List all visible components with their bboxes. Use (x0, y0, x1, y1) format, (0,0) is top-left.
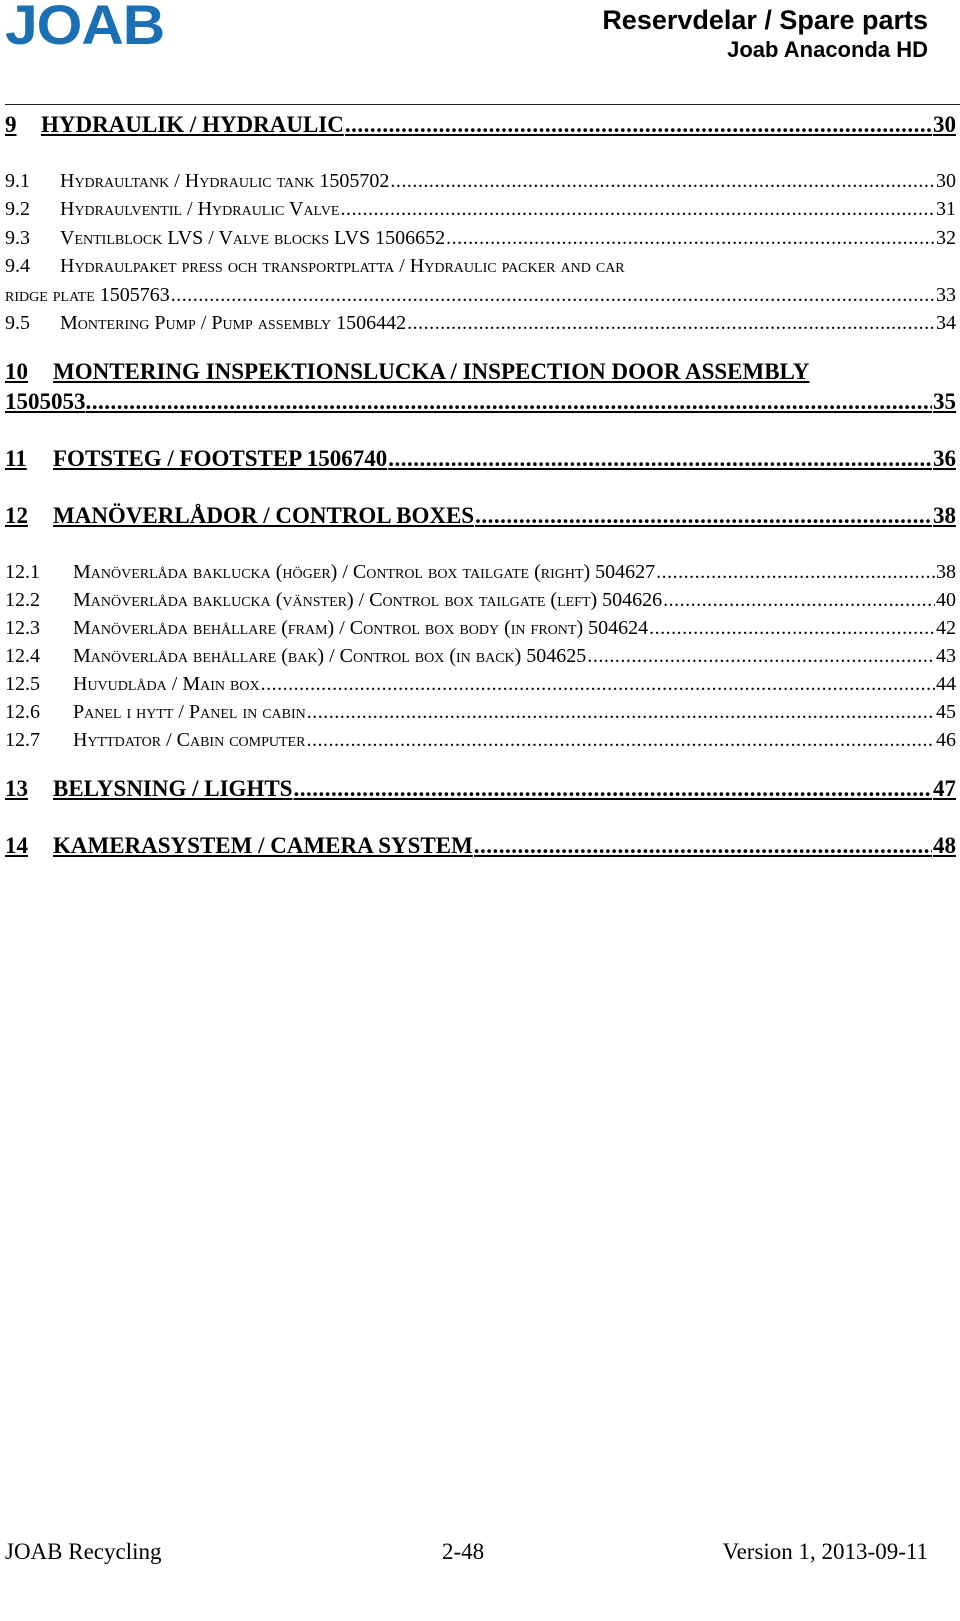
toc-entry-9-2[interactable] (5, 195, 956, 223)
toc-page-number: 30 (933, 112, 956, 137)
toc-entry-label: Manöverlåda baklucka (höger) / Control box tailgate (right) 504627 (73, 561, 656, 584)
table-of-contents (5, 103, 956, 888)
toc-page-number: 40 (936, 589, 956, 612)
toc-entry-label-line-2: 1505053 (5, 389, 86, 415)
toc-page-number: 42 (936, 617, 956, 640)
toc-entry-label: MANÖVERLÅDOR / CONTROL BOXES (53, 503, 475, 529)
toc-entry-11[interactable] (5, 444, 956, 474)
toc-entry-label: Manöverlåda behållare (bak) / Control box (in back) 504625 (73, 645, 587, 668)
toc-entry-9[interactable] (5, 110, 956, 140)
toc-leader-dots (261, 670, 935, 698)
toc-entry-12-4[interactable] (5, 642, 956, 670)
toc-entry-number: 13 (5, 776, 28, 802)
toc-entry-number: 12.1 (5, 561, 40, 584)
toc-page-number: 35 (933, 389, 956, 415)
toc-leader-dots (388, 444, 932, 474)
toc-leader-dots (307, 698, 935, 726)
toc-entry-label: Manöverlåda baklucka (vänster) / Control box tailgate (left) 504626 (73, 589, 663, 612)
toc-entry-label-line-2: ridge plate 1505763 (5, 283, 170, 306)
toc-page-number: 30 (936, 170, 956, 192)
joab-logo: JOAB (5, 0, 165, 56)
footer-version: Version 1, 2013-09-11 (722, 1539, 928, 1564)
toc-entry-label-line-1: MONTERING INSPEKTIONSLUCKA / INSPECTION DOOR ASSEMBLY (53, 359, 810, 385)
toc-leader-dots (649, 614, 935, 642)
toc-leader-dots (446, 224, 935, 252)
toc-entry-number: 9.2 (5, 198, 30, 221)
toc-entry-9-5[interactable] (5, 309, 956, 337)
toc-entry-label: Hyttdator / Cabin computer (73, 729, 306, 752)
toc-entry-12-1[interactable] (5, 558, 956, 586)
toc-entry-label: Huvudlåda / Main box (73, 673, 260, 696)
toc-entry-number: 12.5 (5, 673, 40, 696)
toc-entry-label-line-1: Hydraulpaket press och transportplatta / Hydraulic packer and car (60, 255, 625, 278)
toc-leader-dots (390, 167, 935, 195)
toc-entry-number: 12.4 (5, 645, 40, 668)
toc-page-number: 47 (933, 776, 956, 802)
header-title: Reservdelar / Spare parts (602, 5, 928, 35)
toc-leader-dots (587, 642, 935, 670)
toc-leader-dots (475, 501, 932, 531)
toc-page-number: 33 (936, 283, 956, 306)
toc-leader-dots (474, 831, 932, 861)
footer-page-number: 2-48 (442, 1539, 485, 1564)
toc-leader-dots (340, 195, 935, 223)
toc-leader-dots (293, 774, 932, 804)
toc-entry-label: Manöverlåda behållare (fram) / Control box body (in front) 504624 (73, 617, 649, 640)
toc-page-number: 36 (933, 446, 956, 472)
toc-leader-dots (345, 110, 932, 140)
toc-entry-label: Panel i hytt / Panel in cabin (73, 701, 306, 724)
toc-entry-number: 12.2 (5, 589, 40, 612)
toc-leader-dots (656, 558, 935, 586)
toc-entry-label: HYDRAULIK / HYDRAULIC (41, 112, 344, 137)
toc-entry-12-5[interactable] (5, 670, 956, 698)
toc-page-number: 38 (933, 503, 956, 529)
toc-page-number: 48 (933, 833, 956, 859)
toc-entry-label: KAMERASYSTEM / CAMERA SYSTEM (53, 833, 473, 859)
toc-entry-number: 14 (5, 833, 28, 859)
toc-leader-dots (407, 309, 935, 337)
toc-entry-number: 9.5 (5, 312, 30, 335)
toc-page-number: 32 (936, 226, 956, 249)
toc-entry-13[interactable] (5, 774, 956, 804)
toc-entry-12-7[interactable] (5, 726, 956, 754)
toc-entry-number: 9 (5, 112, 17, 137)
toc-page-number: 38 (936, 561, 956, 584)
toc-entry-10[interactable] (5, 357, 956, 417)
toc-entry-number: 12.6 (5, 701, 40, 724)
toc-entry-label: BELYSNING / LIGHTS (53, 776, 293, 802)
toc-entry-number: 12.3 (5, 617, 40, 640)
toc-page-number: 34 (936, 312, 956, 335)
toc-leader-dots (171, 281, 935, 309)
toc-leader-dots (86, 387, 933, 417)
toc-page-number: 31 (936, 198, 956, 221)
toc-page-number: 43 (936, 645, 956, 668)
toc-entry-number: 9.4 (5, 255, 30, 278)
toc-entry-12[interactable] (5, 501, 956, 531)
toc-entry-14[interactable] (5, 831, 956, 861)
toc-entry-12-2[interactable] (5, 586, 956, 614)
toc-entry-12-3[interactable] (5, 614, 956, 642)
header-subtitle: Joab Anaconda HD (727, 37, 928, 62)
toc-page-number: 45 (936, 701, 956, 724)
toc-entry-9-3[interactable] (5, 224, 956, 252)
toc-entry-label: Montering Pump / Pump assembly 1506442 (60, 312, 407, 335)
toc-entry-number: 12.7 (5, 729, 40, 752)
toc-entry-number: 9.3 (5, 226, 30, 249)
footer-company: JOAB Recycling (5, 1539, 162, 1564)
toc-entry-12-6[interactable] (5, 698, 956, 726)
toc-entry-label: FOTSTEG / FOOTSTEP 1506740 (53, 446, 388, 472)
toc-leader-dots (663, 586, 935, 614)
toc-entry-number: 12 (5, 503, 28, 529)
toc-entry-label: Hydraulventil / Hydraulic Valve (60, 198, 340, 221)
toc-entry-label: Ventilblock LVS / Valve blocks LVS 1506652 (60, 226, 446, 249)
toc-page-number: 44 (936, 673, 956, 696)
toc-entry-number: 10 (5, 359, 28, 385)
toc-entry-number: 11 (5, 446, 27, 472)
toc-entry-number: 9.1 (5, 170, 30, 192)
toc-entry-9-4[interactable] (5, 252, 956, 309)
toc-entry-label: Hydraultank / Hydraulic tank 1505702 (60, 170, 390, 192)
toc-leader-dots (306, 726, 935, 754)
toc-page-number: 46 (936, 729, 956, 752)
toc-entry-9-1[interactable] (5, 167, 956, 195)
